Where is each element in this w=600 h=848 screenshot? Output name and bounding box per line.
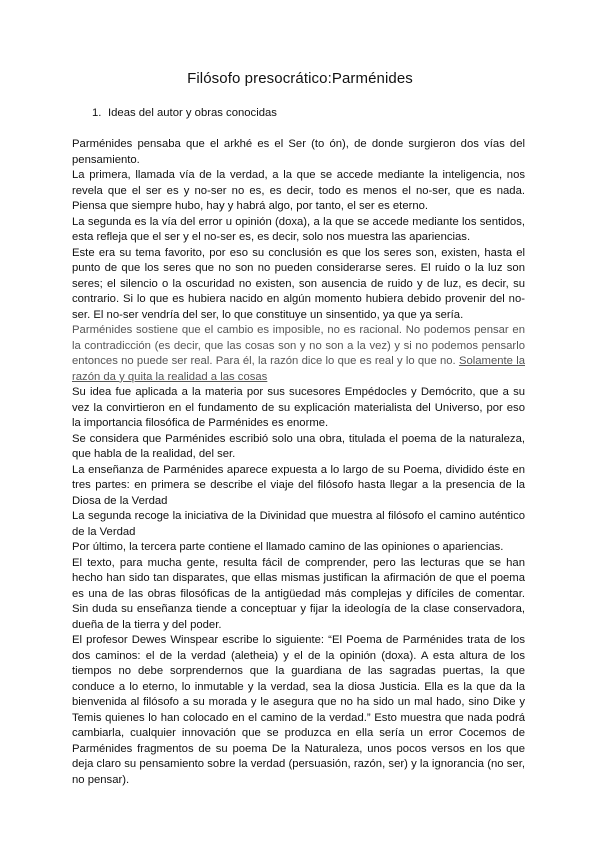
section-label: Ideas del autor y obras conocidas [108, 107, 277, 119]
section-number: 1. [92, 107, 102, 119]
paragraph-obra: Se considera que Parménides escribió solo una obra, titulada el poema de la naturaleza, que habla de la realidad, del ser. [72, 432, 525, 460]
paragraph-segunda-parte: La segunda recoge la iniciativa de la Divinidad que muestra al filósofo el camino auténtico de la Verdad [72, 510, 525, 538]
paragraph-tercera-parte: Por último, la tercera parte contiene el llamado camino de las opiniones o apariencias. [72, 541, 504, 553]
body-text [72, 137, 525, 788]
page-title: Filósofo presocrático:Parménides [187, 70, 413, 87]
paragraph-cambio [72, 323, 525, 385]
paragraph-via-verdad: La primera, llamada vía de la verdad, a la que se accede mediante la inteligencia, nos revela que el ser es y no-ser no es, es decir, todo es menos el no-ser, que es nada. Piensa que siempre hubo, hay y habrá algo, por tanto, el ser es eterno. [72, 169, 525, 212]
paragraph-cambio-text: Parménides sostiene que el cambio es imposible, no es racional. No podemos pensar en la contradicción (es decir, que las cosas son y no son a la vez) y si no podemos pensarlo entonces no puede ser real. Para él, la razón dice lo que es real y lo que no. [72, 324, 525, 367]
paragraph-tema-favorito: Este era su tema favorito, por eso su conclusión es que los seres son, existen, hasta el punto de que los seres que no son no pueden considerarse seres. El ruido o la luz son seres; el silencio o la oscuridad no existen, son ausencia de ruido y de luz, es decir, su contrario. Si lo que es hubiera nacido en algún momento hubiera debido provenir del no-ser. El no-ser vendría del ser, lo que constituye un sinsentido, ya que ya sería. [72, 246, 525, 321]
paragraph-via-error: La segunda es la vía del error u opinión (doxa), a la que se accede mediante los sentidos, esta refleja que el ser y el no-ser es, es decir, solo nos muestra las apariencias. [72, 215, 525, 243]
paragraph-texto: El texto, para mucha gente, resulta fácil de comprender, pero las lecturas que se han hecho han sido tan disparates, que ellas mismas justifican la afirmación de que el poema es una de las obras filosóficas de la antigüedad más complejas y difíciles de comentar. Sin duda su enseñanza tiende a conceptuar y fijar la ideología de la clase conservadora, dueña de la tierra y del poder. [72, 556, 525, 631]
section-heading [92, 107, 277, 119]
paragraph-ensenanza: La enseñanza de Parménides aparece expuesta a lo largo de su Poema, dividido éste en tres partes: en primera se describe el viaje del filósofo hasta llegar a la presencia de la Diosa de la Verdad [72, 463, 525, 507]
paragraph-sucesores: Su idea fue aplicada a la materia por sus sucesores Empédocles y Demócrito, que a su vez la convirtieron en el fundamento de su explicación materialista del Universo, por eso la importancia filosófica de Parménides es enorme. [72, 386, 525, 429]
paragraph-cambio-underlined: Solamente la razón da y quita la realidad a las cosas [72, 355, 525, 383]
paragraph-arkhe: Parménides pensaba que el arkhé es el Ser (to ón), de donde surgieron dos vías del pensamiento. [72, 138, 525, 166]
paragraph-winspear: El profesor Dewes Winspear escribe lo siguiente: “El Poema de Parménides trata de los dos caminos: el de la verdad (aletheia) y el de la opinión (doxa). A esta altura de los tiempos no debe sorprendernos que la guardiana de las sagradas puertas, la que conduce a lo eterno, lo inmutable y la verdad, sea la diosa Justicia. Ella es la que da la bienvenida al filósofo a su morada y le asegura que no ha sido un mal hado, sino Dike y Temis quienes lo han colocado en el camino de la verdad.” Esto muestra que nada podrá cambiarla, cualquier innovación que se produzca en ella sería un error Cocemos de Parménides fragmentos de su poema De la Naturaleza, unos pocos versos en los que deja claro su pensamiento sobre la verdad (persuasión, razón, ser) y la ignorancia (no ser, no pensar). [72, 634, 525, 786]
